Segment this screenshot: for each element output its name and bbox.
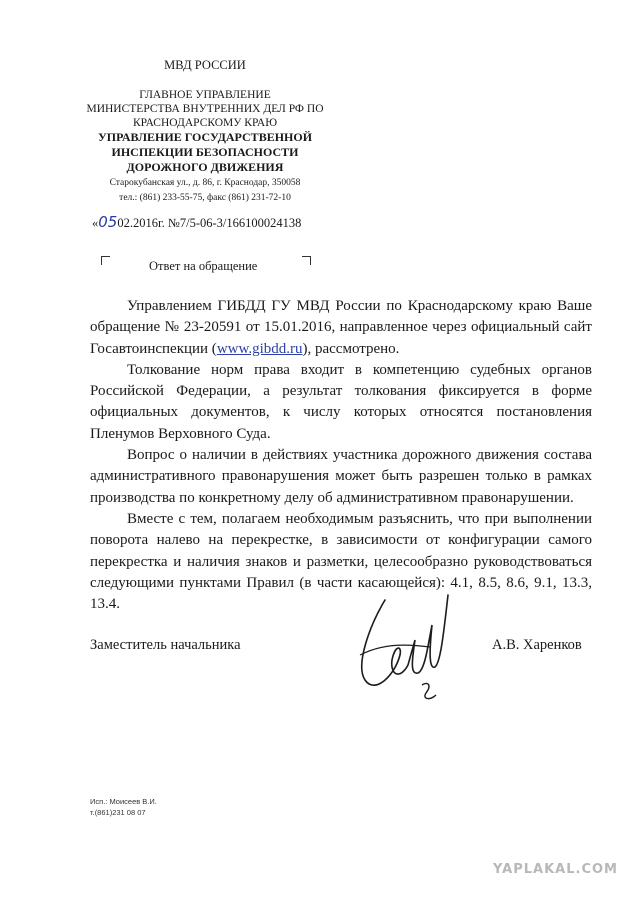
letterhead-line-2: МИНИСТЕРСТВА ВНУТРЕННИХ ДЕЛ РФ ПО — [86, 103, 324, 115]
letterhead-phones: тел.: (861) 233-55-75, факс (861) 231-72-10 — [119, 193, 291, 203]
signatory-title: Заместитель начальника — [90, 637, 241, 653]
letterhead-line-3: КРАСНОДАРСКОМУ КРАЮ — [132, 117, 278, 129]
registration-number — [92, 213, 301, 231]
paragraph-4: Вместе с тем, полагаем необходимым разъяснить, что при выполнении поворота налево на перекрестке, в зависимости от конфигурации самого перекрестка и наличия знаков и разметки, целесообразно руководствоваться следующими пунктами Правил (в части касающейся): 4.1, 8.5, 8.6, 9.1, 13.3, 13.4. — [90, 510, 592, 613]
executor-info — [90, 796, 157, 818]
signatory-name: А.В. Харенков — [492, 637, 582, 653]
subject-line: Ответ на обращение — [149, 259, 258, 273]
ministry-name: МВД РОССИИ — [164, 58, 246, 72]
gibdd-link[interactable]: www.gibdd.ru — [216, 340, 303, 357]
corner-mark-right — [302, 256, 311, 265]
corner-mark-left — [101, 256, 110, 265]
department-line-1: УПРАВЛЕНИЕ ГОСУДАРСТВЕННОЙ — [97, 130, 313, 144]
paragraph-3: Вопрос о наличии в действиях участника дорожного движения состава административного правонарушения может быть разрешен только в рамках производства по конкретному делу об административном правонарушении. — [90, 447, 592, 506]
registration-text: 02.2016г. №7/5-06-3/166100024138 — [117, 216, 302, 230]
department-line-2: ИНСПЕКЦИИ БЕЗОПАСНОСТИ — [111, 145, 299, 159]
handwritten-day: 05 — [98, 213, 118, 231]
paragraph-1 — [90, 296, 592, 360]
letterhead — [80, 58, 330, 205]
letterhead-line-1: ГЛАВНОЕ УПРАВЛЕНИЕ — [139, 89, 271, 101]
executor-phone: т.(861)231 08 07 — [90, 808, 146, 817]
paragraph-2: Толкование норм права входит в компетенцию судебных органов Российской Федерации, а результат толкования фиксируется в форме официальных документов, к числу которых относятся постановления Пленумов Верховного Суда. — [90, 361, 592, 442]
letterhead-address: Старокубанская ул., д. 86, г. Краснодар, 350058 — [109, 178, 301, 188]
paragraph-1-end: ), рассмотрено. — [302, 340, 400, 357]
handwritten-signature — [340, 585, 460, 715]
letter-body — [90, 296, 592, 615]
quote-mark: « — [92, 216, 99, 230]
site-watermark: YAPLAKAL.COM — [493, 862, 618, 877]
department-line-3: ДОРОЖНОГО ДВИЖЕНИЯ — [126, 160, 284, 174]
executor-name: Исп.: Моисеев В.И. — [90, 797, 157, 806]
paragraph-1-start: Управлением ГИБДД ГУ МВД России по Краснодарскому краю Ваше обращение № 23-20591 от 15.01.2016, направленное через официальный сайт Госавтоинспекции ( — [90, 298, 592, 357]
